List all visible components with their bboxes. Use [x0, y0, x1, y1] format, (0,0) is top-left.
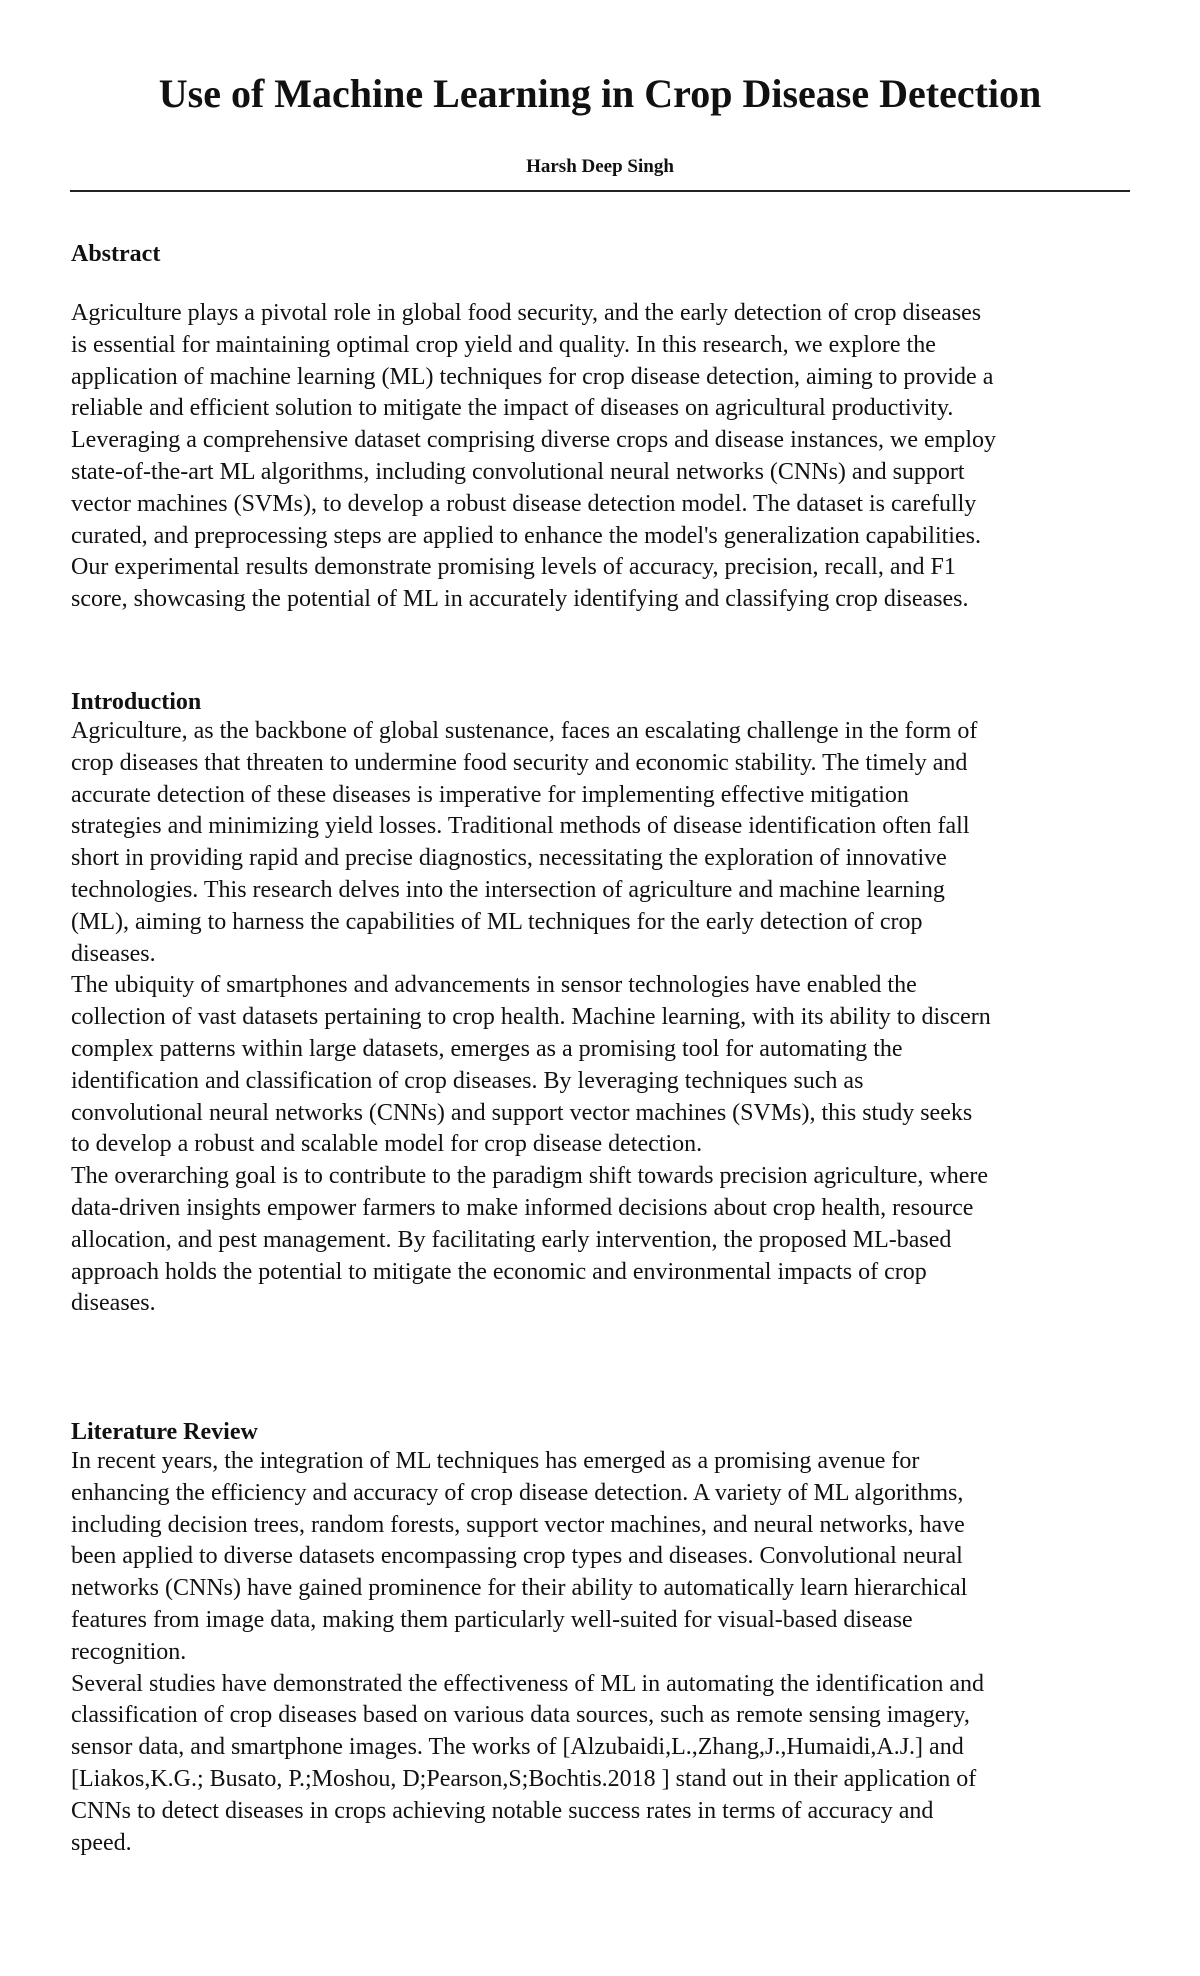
abstract-body [71, 298, 1151, 616]
text-line: technologies. This research delves into the intersection of agriculture and machine learning [71, 876, 945, 903]
text-line: short in providing rapid and precise diagnostics, necessitating the exploration of innovative [71, 845, 947, 872]
text-line: to develop a robust and scalable model for crop disease detection. [71, 1131, 703, 1158]
paper-title: Use of Machine Learning in Crop Disease Detection [158, 71, 1042, 116]
text-line: approach holds the potential to mitigate the economic and environmental impacts of crop [71, 1258, 927, 1285]
author-name: Harsh Deep Singh [526, 156, 674, 177]
text-line: [Liakos,K.G.; Busato, P.;Moshou, D;Pearson,S;Bochtis.2018 ] stand out in their application of [71, 1765, 977, 1792]
text-line: enhancing the efficiency and accuracy of crop disease detection. A variety of ML algorithms, [71, 1479, 964, 1506]
text-line: curated, and preprocessing steps are applied to enhance the model's generalization capabilities. [71, 522, 981, 549]
text-line: is essential for maintaining optimal crop yield and quality. In this research, we explore the [71, 331, 936, 358]
text-line: networks (CNNs) have gained prominence for their ability to automatically learn hierarchical [71, 1575, 968, 1602]
text-line: application of machine learning (ML) techniques for crop disease detection, aiming to provide a [71, 363, 994, 390]
text-line: diseases. [71, 1290, 156, 1317]
text-line: data-driven insights empower farmers to make informed decisions about crop health, resource [71, 1194, 974, 1221]
text-line: diseases. [71, 940, 156, 967]
introduction-body [71, 716, 1151, 1320]
text-line: In recent years, the integration of ML techniques has emerged as a promising avenue for [71, 1448, 920, 1474]
text-line: The overarching goal is to contribute to the paradigm shift towards precision agriculture, where [71, 1163, 989, 1190]
text-line: been applied to diverse datasets encompassing crop types and diseases. Convolutional neural [71, 1543, 963, 1570]
text-line: The ubiquity of smartphones and advancements in sensor technologies have enabled the [71, 972, 917, 999]
text-line: sensor data, and smartphone images. The works of [Alzubaidi,L.,Zhang,J.,Humaidi,A.J.] and [71, 1734, 964, 1761]
text-line: allocation, and pest management. By facilitating early intervention, the proposed ML-based [71, 1226, 952, 1253]
text-line: speed. [71, 1829, 132, 1856]
text-line: classification of crop diseases based on various data sources, such as remote sensing imagery, [71, 1702, 970, 1729]
abstract-heading: Abstract [71, 241, 161, 267]
text-line: reliable and efficient solution to mitigate the impact of diseases on agricultural productivity. [71, 395, 954, 422]
text-line: including decision trees, random forests, support vector machines, and neural networks, have [71, 1511, 965, 1538]
text-line: identification and classification of crop diseases. By leveraging techniques such as [71, 1067, 864, 1094]
text-line: Agriculture, as the backbone of global sustenance, faces an escalating challenge in the form of [71, 718, 978, 744]
text-line: state-of-the-art ML algorithms, including convolutional neural networks (CNNs) and support [71, 458, 965, 485]
text-line: strategies and minimizing yield losses. Traditional methods of disease identification often fall [71, 813, 970, 840]
text-line: (ML), aiming to harness the capabilities of ML techniques for the early detection of crop [71, 908, 923, 935]
text-line: accurate detection of these diseases is imperative for implementing effective mitigation [71, 781, 909, 808]
title-divider [70, 190, 1130, 192]
text-line: convolutional neural networks (CNNs) and support vector machines (SVMs), this study seeks [71, 1099, 973, 1126]
text-line: features from image data, making them particularly well-suited for visual-based disease [71, 1606, 913, 1633]
text-line: Leveraging a comprehensive dataset comprising diverse crops and disease instances, we employ [71, 427, 997, 454]
introduction-heading: Introduction [71, 689, 202, 715]
text-line: CNNs to detect diseases in crops achieving notable success rates in terms of accuracy and [71, 1797, 934, 1824]
text-line: Our experimental results demonstrate promising levels of accuracy, precision, recall, and F1 [71, 554, 956, 581]
text-line: collection of vast datasets pertaining to crop health. Machine learning, with its ability to discern [71, 1004, 991, 1031]
literature-review-body [71, 1446, 1151, 1859]
text-line: crop diseases that threaten to undermine food security and economic stability. The timely and [71, 749, 968, 776]
text-line: Several studies have demonstrated the effectiveness of ML in automating the identification and [71, 1670, 985, 1697]
literature-review-heading: Literature Review [71, 1419, 258, 1445]
text-line: Agriculture plays a pivotal role in global food security, and the early detection of crop diseases [71, 300, 982, 326]
text-line: recognition. [71, 1638, 187, 1665]
text-line: score, showcasing the potential of ML in accurately identifying and classifying crop diseases. [71, 586, 969, 613]
text-line: complex patterns within large datasets, emerges as a promising tool for automating the [71, 1035, 903, 1062]
text-line: vector machines (SVMs), to develop a robust disease detection model. The dataset is carefully [71, 490, 977, 517]
